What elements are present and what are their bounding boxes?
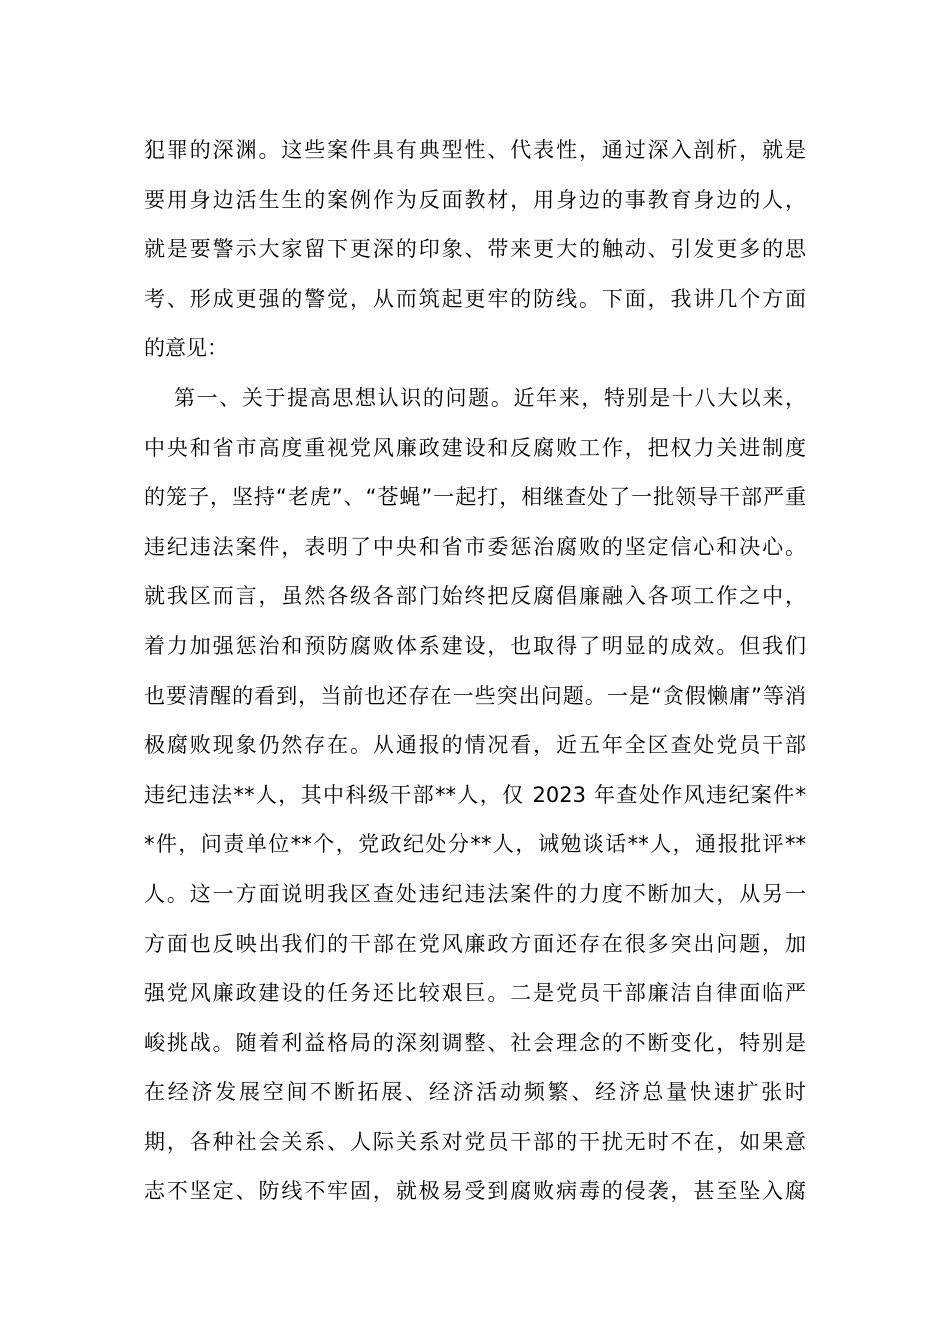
text-line: 志不坚定、防线不牢固，就极易受到腐败病毒的侵袭，甚至坠入腐 xyxy=(144,1179,806,1204)
text-line: 极腐败现象仍然存在。从通报的情况看，近五年全区查处党员干部 xyxy=(144,733,806,758)
text-line: 在经济发展空间不断拓展、经济活动频繁、经济总量快速扩张时 xyxy=(144,1080,806,1105)
text-line: 违纪违法案件，表明了中央和省市委惩治腐败的坚定信心和决心。 xyxy=(144,534,806,559)
text-line: 就我区而言，虽然各级各部门始终把反腐倡廉融入各项工作之中， xyxy=(144,584,806,609)
text-line: 考、形成更强的警觉，从而筑起更牢的防线。下面，我讲几个方面 xyxy=(144,286,806,311)
text-line: 违纪违法**人，其中科级干部**人，仅 2023 年查处作风违纪案件* xyxy=(144,782,806,807)
text-line: 就是要警示大家留下更深的印象、带来更大的触动、引发更多的思 xyxy=(144,237,806,262)
text-line: 的笼子，坚持“老虎”、“苍蝇”一起打，相继查处了一批领导干部严重 xyxy=(144,485,806,510)
text-line: 犯罪的深渊。这些案件具有典型性、代表性，通过深入剖析，就是 xyxy=(144,138,806,162)
text-line: 方面也反映出我们的干部在党风廉政方面还存在很多突出问题，加 xyxy=(144,931,806,956)
text-line: 期，各种社会关系、人际关系对党员干部的干扰无时不在，如果意 xyxy=(144,1129,806,1154)
text-line: 强党风廉政建设的任务还比较艰巨。二是党员干部廉洁自律面临严 xyxy=(144,981,806,1006)
text-line: 着力加强惩治和预防腐败体系建设，也取得了明显的成效。但我们 xyxy=(144,633,806,658)
text-line: *件，问责单位**个，党政纪处分**人，诫勉谈话**人，通报批评** xyxy=(144,832,806,857)
text-line: 中央和省市高度重视党风廉政建设和反腐败工作，把权力关进制度 xyxy=(144,435,806,460)
text-line: 的意见： xyxy=(144,336,228,361)
text-line: 人。这一方面说明我区查处违纪违法案件的力度不断加大，从另一 xyxy=(144,881,806,906)
text-line: 峻挑战。随着利益格局的深刻调整、社会理念的不断变化，特别是 xyxy=(144,1030,806,1055)
text-line: 第一、关于提高思想认识的问题。近年来，特别是十八大以来， xyxy=(174,385,806,410)
body-text xyxy=(144,126,806,1217)
text-line: 要用身边活生生的案例作为反面教材，用身边的事教育身边的人， xyxy=(144,187,806,212)
text-line: 也要清醒的看到，当前也还存在一些突出问题。一是“贪假懒庸”等消 xyxy=(144,683,806,708)
